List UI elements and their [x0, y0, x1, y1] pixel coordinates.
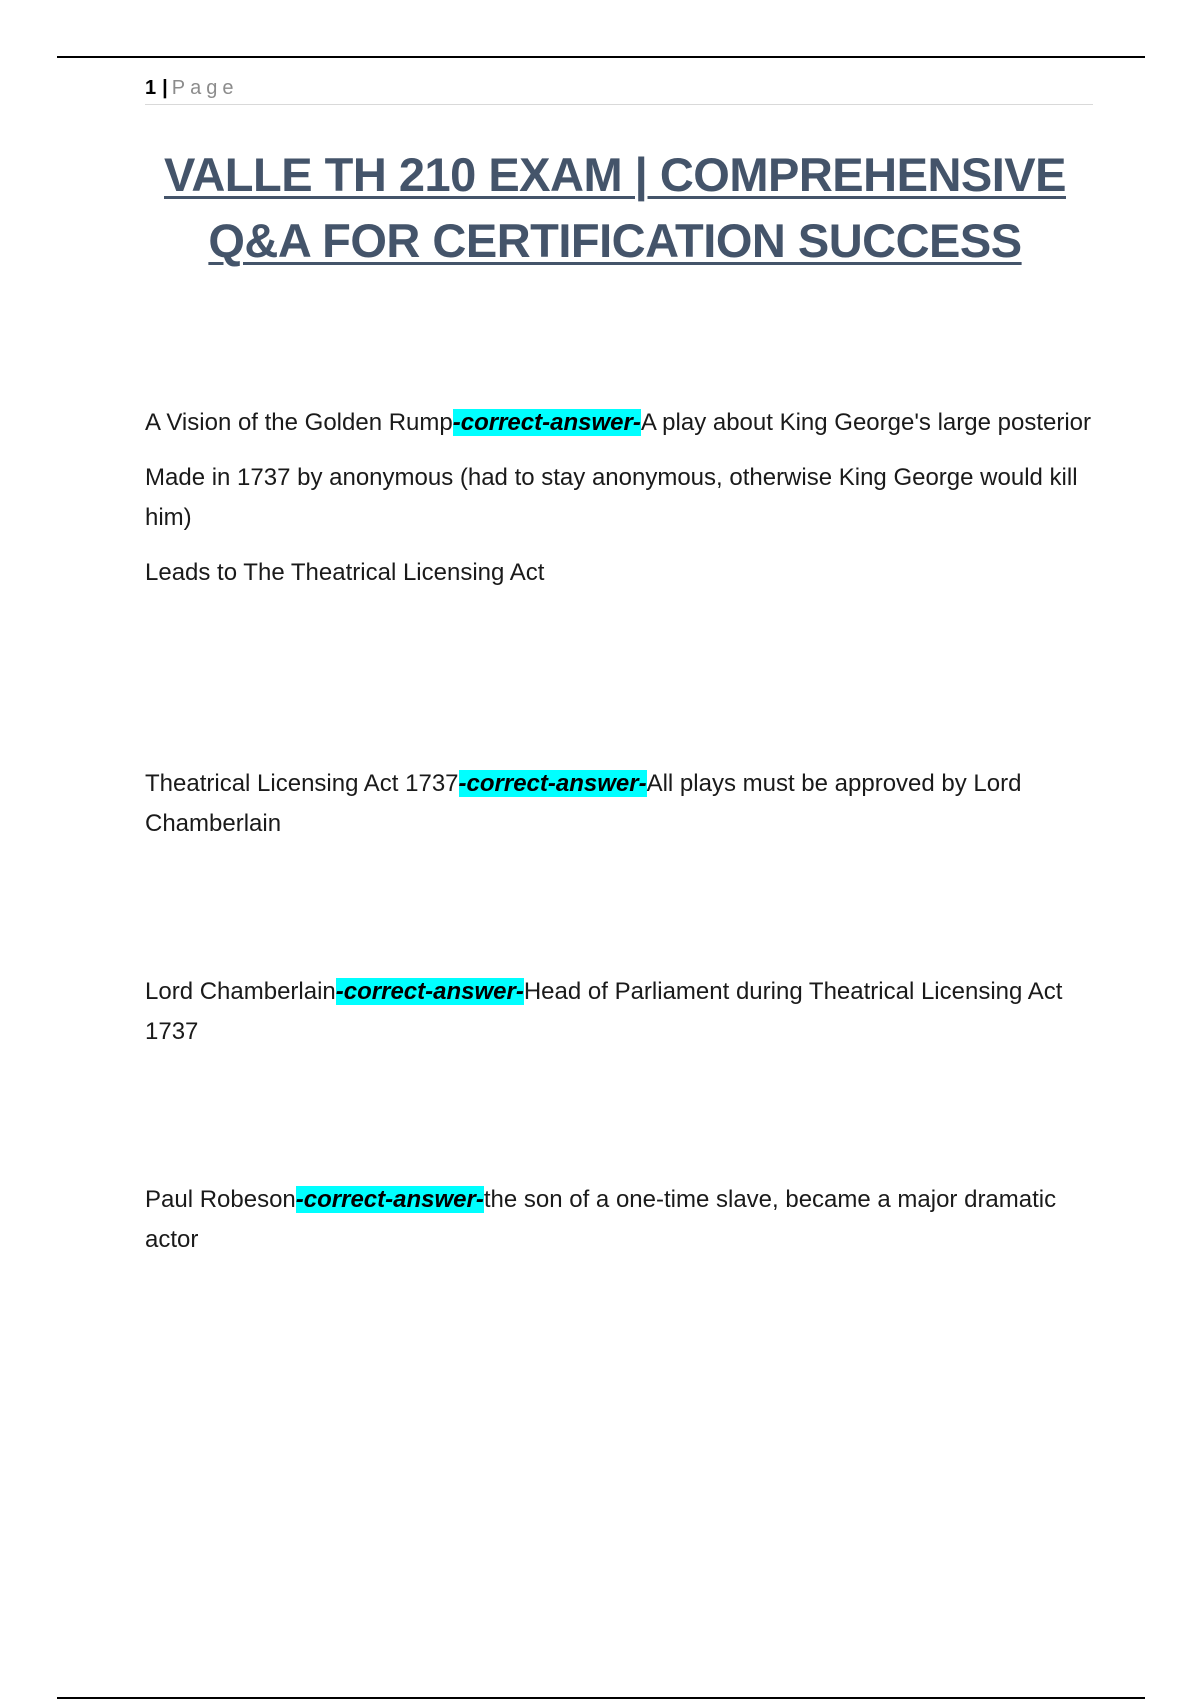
correct-answer-marker: -correct-answer-	[458, 770, 647, 797]
title-line-2: Q&A FOR CERTIFICATION SUCCESS	[208, 214, 1022, 267]
qa-answer	[145, 764, 1105, 844]
correct-answer-marker: -correct-answer-	[452, 409, 641, 436]
qa-definition: All plays must be approved by Lord Chamberlain	[145, 770, 1022, 837]
qa-term: Theatrical Licensing Act 1737	[145, 770, 459, 797]
document-title	[120, 142, 1110, 274]
bottom-rule	[57, 1697, 1145, 1699]
page-separator: |	[162, 77, 168, 99]
qa-entry	[145, 1180, 1105, 1275]
qa-extra-line: Leads to The Theatrical Licensing Act	[145, 559, 545, 586]
qa-entry	[145, 972, 1105, 1067]
qa-entry	[145, 764, 1105, 859]
correct-answer-marker: -correct-answer-	[295, 1186, 484, 1213]
qa-answer	[145, 1180, 1105, 1260]
qa-extra-line: Made in 1737 by anonymous (had to stay anonymous, otherwise King George would kill him)	[145, 464, 1078, 531]
qa-term: A Vision of the Golden Rump	[145, 409, 453, 436]
qa-definition: the son of a one-time slave, became a major dramatic actor	[145, 1186, 1057, 1253]
page-number: 1	[145, 77, 157, 99]
qa-answer	[145, 972, 1105, 1052]
correct-answer-marker: -correct-answer-	[335, 978, 524, 1005]
qa-answer	[145, 403, 1105, 443]
title-line-1: VALLE TH 210 EXAM | COMPREHENSIVE	[164, 148, 1066, 201]
qa-entry	[145, 403, 1105, 608]
qa-term: Lord Chamberlain	[145, 978, 336, 1005]
qa-definition: Head of Parliament during Theatrical Licensing Act 1737	[145, 978, 1063, 1045]
qa-term: Paul Robeson	[145, 1186, 296, 1213]
page-header	[145, 74, 1093, 105]
top-rule	[57, 56, 1145, 58]
qa-definition: A play about King George's large posterior	[640, 409, 1091, 436]
page-label: Page	[171, 77, 239, 99]
